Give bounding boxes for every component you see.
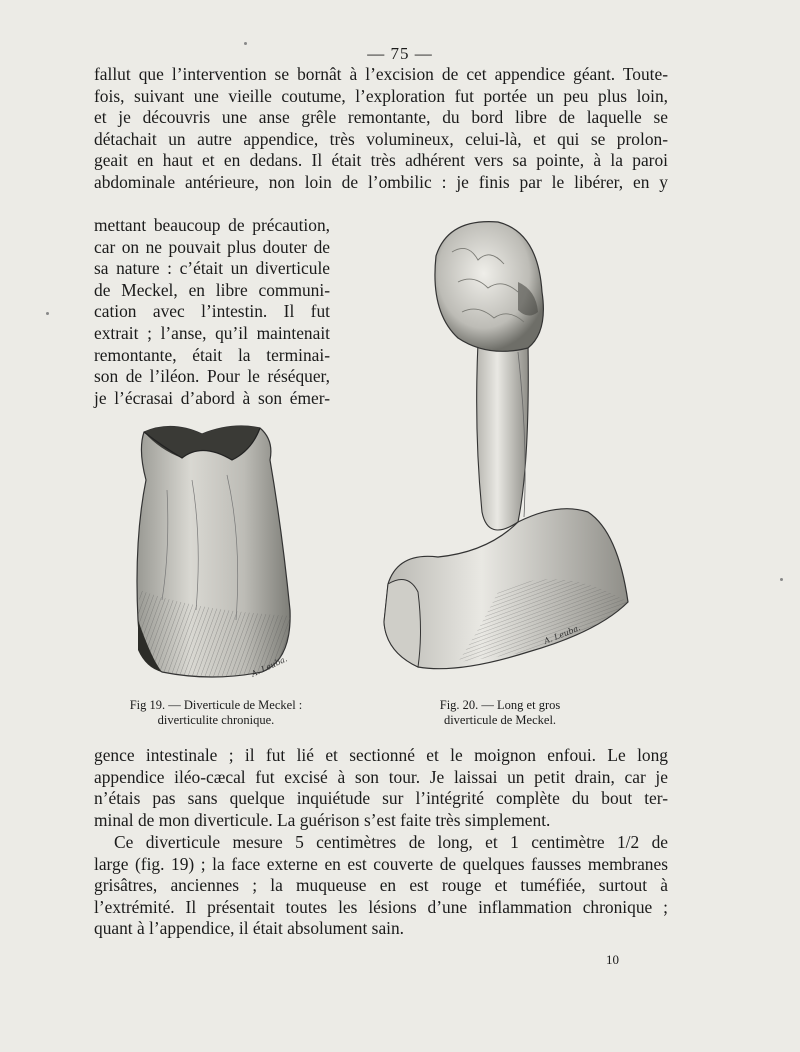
text-line: gence intestinale ; il fut lié et sectionné et le moignon enfoui. Le long	[94, 745, 668, 765]
text-line: minal de mon diverticule. La guérison s’est faite très simplement.	[94, 809, 551, 830]
signature-mark: 10	[606, 952, 619, 967]
text-line: abdominale antérieure, non loin de l’ombilic : je finis par le libérer, en y	[94, 171, 668, 192]
paragraph-opening	[94, 64, 668, 194]
paragraph-description	[94, 832, 668, 940]
figure-20-illustration	[378, 212, 634, 690]
paper-speck	[244, 42, 247, 45]
text-line: appendice iléo-cæcal fut excisé à son tour. Je laissai un petit drain, car je	[94, 766, 668, 787]
text-line: n’étais pas sans quelque inquiétude sur l’intégrité complète du bout ter-	[94, 788, 668, 809]
paper-speck	[46, 312, 49, 315]
text-line: large (fig. 19) ; la face externe en est couverte de quelques fausses membranes	[94, 853, 668, 874]
text-line: son de l’iléon. Pour le réséquer,	[94, 366, 330, 387]
paper-speck	[780, 578, 783, 581]
text-line: l’extrémité. Il présentait toutes les lésions d’une inflammation chronique ;	[94, 896, 668, 917]
text-line: extrait ; l’anse, qu’il maintenait	[94, 322, 330, 343]
figure-19-caption-line-2: diverticulite chronique.	[157, 713, 275, 727]
text-line: remontante, était la terminai-	[94, 344, 330, 365]
figure-20-caption	[420, 698, 580, 728]
text-line: de Meckel, en libre communi-	[94, 279, 330, 300]
figure-20-caption-line-2: diverticule de Meckel.	[443, 713, 557, 727]
paragraph-opening-narrow	[94, 215, 330, 409]
text-line: détachait un autre appendice, très volumineux, celui-là, et qui se prolon-	[94, 128, 668, 149]
text-line: et je découvris une anse grêle remontante, du bord libre de laquelle se	[94, 107, 668, 128]
text-line: grisâtres, anciennes ; la muqueuse en est rouge et tuméfiée, surtout à	[94, 875, 668, 896]
text-line: geait en haut et en dedans. Il était très adhérent vers sa pointe, à la paroi	[94, 150, 668, 171]
text-line: Ce diverticule mesure 5 centimètres de long, et 1 centimètre 1/2 de	[114, 832, 668, 852]
text-line: mettant beaucoup de précaution,	[94, 215, 330, 235]
figure-19-caption-line-1: Fig 19. — Diverticule de Meckel :	[129, 698, 303, 712]
text-line: fallut que l’intervention se bornât à l’excision de cet appendice géant. Toute-	[94, 64, 668, 84]
text-line: car on ne pouvait plus douter de	[94, 236, 330, 257]
text-line: quant à l’appendice, il était absolument sain.	[94, 918, 405, 939]
text-line: sa nature : c’était un diverticule	[94, 258, 330, 279]
figure-19-caption	[108, 698, 324, 728]
text-line: fois, suivant une vieille coutume, l’exploration fut portée un peu plus loin,	[94, 85, 668, 106]
text-line: je l’écrasai d’abord à son émer-	[94, 387, 330, 408]
figure-20-signature: A. Leuba.	[542, 623, 582, 646]
figure-19-signature: A. Leuba.	[249, 654, 289, 679]
paragraph-continuation	[94, 745, 668, 831]
figure-19-illustration	[132, 420, 302, 690]
text-line: cation avec l’intestin. Il fut	[94, 301, 330, 322]
page-number: — 75 —	[367, 44, 433, 63]
figure-20-caption-line-1: Fig. 20. — Long et gros	[439, 698, 561, 712]
